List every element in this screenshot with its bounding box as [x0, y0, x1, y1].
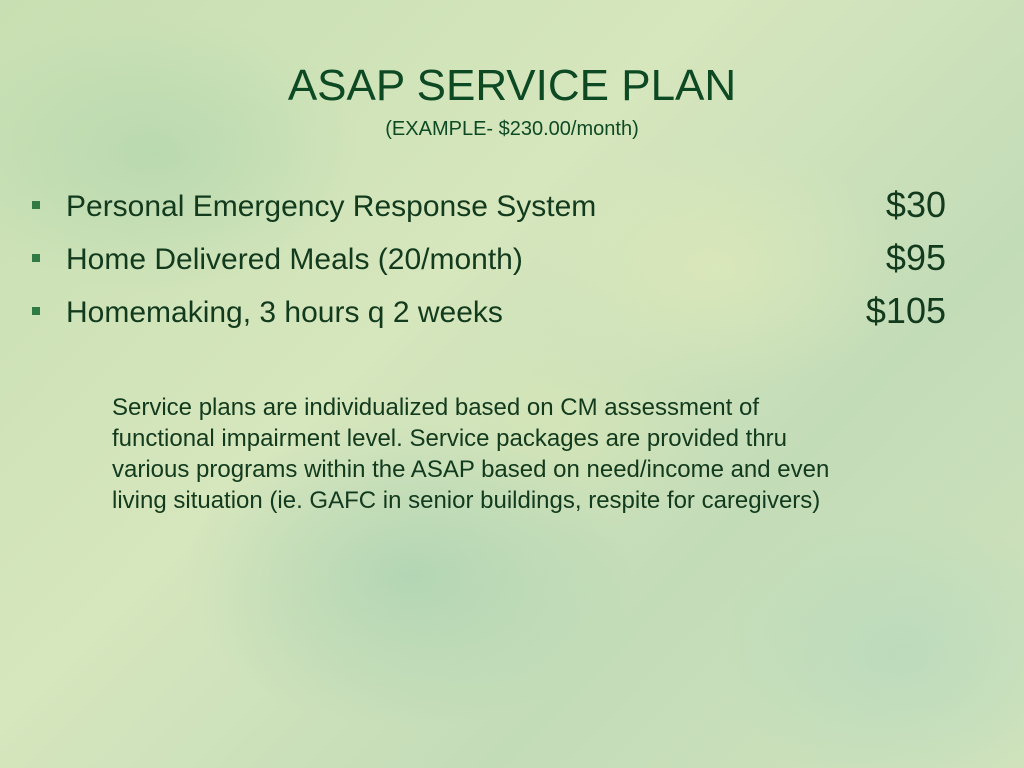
service-label: Homemaking, 3 hours q 2 weeks	[66, 296, 503, 329]
list-item	[26, 235, 956, 288]
square-bullet-icon	[32, 254, 40, 262]
service-list	[26, 182, 956, 341]
note-line: functional impairment level. Service packages are provided thru	[112, 425, 788, 452]
note-line: various programs within the ASAP based on need/income and even	[112, 456, 830, 483]
square-bullet-icon	[32, 201, 40, 209]
list-item	[26, 288, 956, 341]
service-price: $30	[885, 184, 946, 225]
service-price: $105	[865, 290, 946, 331]
list-item	[26, 182, 956, 235]
service-price: $95	[885, 237, 946, 278]
note-line: Service plans are individualized based on CM assessment of	[112, 394, 760, 421]
slide-title: ASAP SERVICE PLAN	[287, 61, 737, 110]
service-plan-note	[112, 392, 992, 516]
square-bullet-icon	[32, 307, 40, 315]
service-label: Home Delivered Meals (20/month)	[66, 243, 523, 276]
service-label: Personal Emergency Response System	[66, 190, 597, 223]
slide-subtitle: (EXAMPLE- $230.00/month)	[385, 118, 639, 140]
note-line: living situation (ie. GAFC in senior buildings, respite for caregivers)	[112, 487, 821, 514]
